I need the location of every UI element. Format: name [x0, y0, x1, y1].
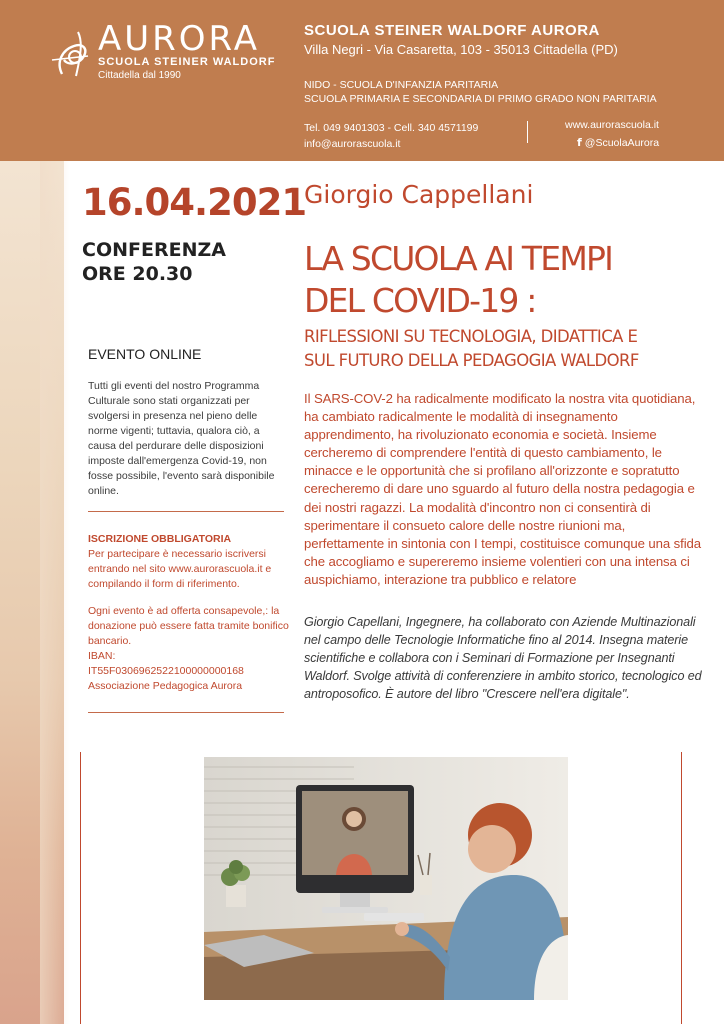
- contact-block: [304, 120, 478, 152]
- registration-heading: ISCRIZIONE OBBLIGATORIA: [88, 533, 232, 545]
- donation-text: Ogni evento è ad offerta consapevole,: la donazione può essere fatta tramite bonifico bancario.: [88, 605, 289, 647]
- facebook-link[interactable]: [565, 134, 659, 152]
- event-subtitle: [304, 325, 714, 373]
- event-description: Il SARS-COV-2 ha radicalmente modificato la nostra vita quotidiana, ha cambiato radicalmente le modalità di insegnamento apprendimento, ha rivoluzionato economia e società. Insieme cercheremo di comprendere l'entità di questo cambiamento, le minacce e le opportunità che si profilano all'orizzonte e sopratutto cerecheremo di dare uno sguardo al futuro della nostra pedagogia e dei nostri ragazzi. La modalità d'incontro non ci consentirà di sperimentare il consueto calore delle nostre riunioni ma, perfettamente in sintonia con I tempi, costituisce comunque una sfida che accogliamo e supereremo insieme volentieri con una intensa ci auspichiamo, interazione tra pubblico e relatore: [304, 391, 702, 587]
- event-type: [82, 238, 226, 286]
- event-kind: CONFERENZA: [82, 239, 226, 261]
- beneficiary: Associazione Pedagogica Aurora: [88, 680, 243, 692]
- phone: Tel. 049 9401303 - Cell. 340 4571199: [304, 122, 479, 134]
- donation-block: [88, 604, 293, 694]
- iban-value: IT55F0306962522100000000168: [88, 665, 244, 677]
- frame-line-left: [80, 752, 81, 1024]
- online-heading: EVENTO ONLINE: [88, 346, 202, 362]
- divider: [88, 511, 284, 512]
- school-name: SCUOLA STEINER WALDORF AURORA: [304, 22, 600, 39]
- speaker-bio: Giorgio Capellani, Ingegnere, ha collaborato con Aziende Multinazionali nel campo delle Tecnologie Informatiche fino al 2014. Insegna materie scientifiche e collabora con i Seminari di Formazione per Insegnanti Waldorf. Svolge attività di conferenziere in ambito storico, tecnologico ed antroposofico. È autore del libro "Crescere nell'era digitale".: [304, 615, 702, 701]
- logo-subtitle: SCUOLA STEINER WALDORF: [98, 56, 276, 68]
- header-divider: [527, 121, 528, 143]
- level-line: SCUOLA PRIMARIA E SECONDARIA DI PRIMO GRADO NON PARITARIA: [304, 93, 657, 105]
- level-line: NIDO - SCUOLA D'INFANZIA PARITARIA: [304, 79, 499, 91]
- event-date: 16.04.2021: [82, 181, 307, 224]
- school-levels: [304, 78, 657, 106]
- facebook-icon: f: [577, 136, 582, 149]
- title-line: LA SCUOLA AI TEMPI: [304, 239, 613, 278]
- subtitle-line: RIFLESSIONI SU TECNOLOGIA, DIDATTICA E: [304, 327, 638, 346]
- facebook-handle: @ScuolaAurora: [584, 137, 660, 149]
- website-link[interactable]: www.aurorascuola.it: [565, 119, 659, 131]
- frame-line-right: [681, 752, 682, 1024]
- title-line: DEL COVID-19 :: [304, 281, 536, 320]
- logo-wordmark: AURORA: [98, 19, 261, 59]
- logo-since: Cittadella dal 1990: [98, 70, 181, 81]
- web-block: [565, 117, 659, 152]
- hero-photo: [204, 757, 568, 1000]
- divider: [88, 712, 284, 713]
- iban-label: IBAN:: [88, 650, 116, 662]
- header-band: [0, 0, 724, 161]
- speaker-name: Giorgio Cappellani: [304, 180, 534, 209]
- subtitle-line: SUL FUTURO DELLA PEDAGOGIA WALDORF: [304, 351, 639, 370]
- aurora-logo-icon: [48, 26, 100, 82]
- child-video-call-illustration: [204, 757, 568, 1000]
- online-text: Tutti gli eventi del nostro Programma Culturale sono stati organizzati per svolgersi in presenza nel pieno delle norme vigenti; tuttavia, qualora ciò, a causa del perdurare delle disposizioni imposte dall'emergenza Covid-19, non fosse possibile, l'evento sarà disponibile online.: [88, 380, 275, 497]
- email-link[interactable]: info@aurorascuola.it: [304, 138, 401, 150]
- watercolor-edge: [40, 161, 70, 1024]
- event-time: ORE 20.30: [82, 263, 193, 285]
- registration-text: Per partecipare è necessario iscriversi entrando nel sito www.aurorascuola.it e compilando il form di riferimento.: [88, 548, 272, 590]
- school-address: Villa Negri - Via Casaretta, 103 - 35013 Cittadella (PD): [304, 42, 618, 57]
- event-title: [304, 238, 704, 322]
